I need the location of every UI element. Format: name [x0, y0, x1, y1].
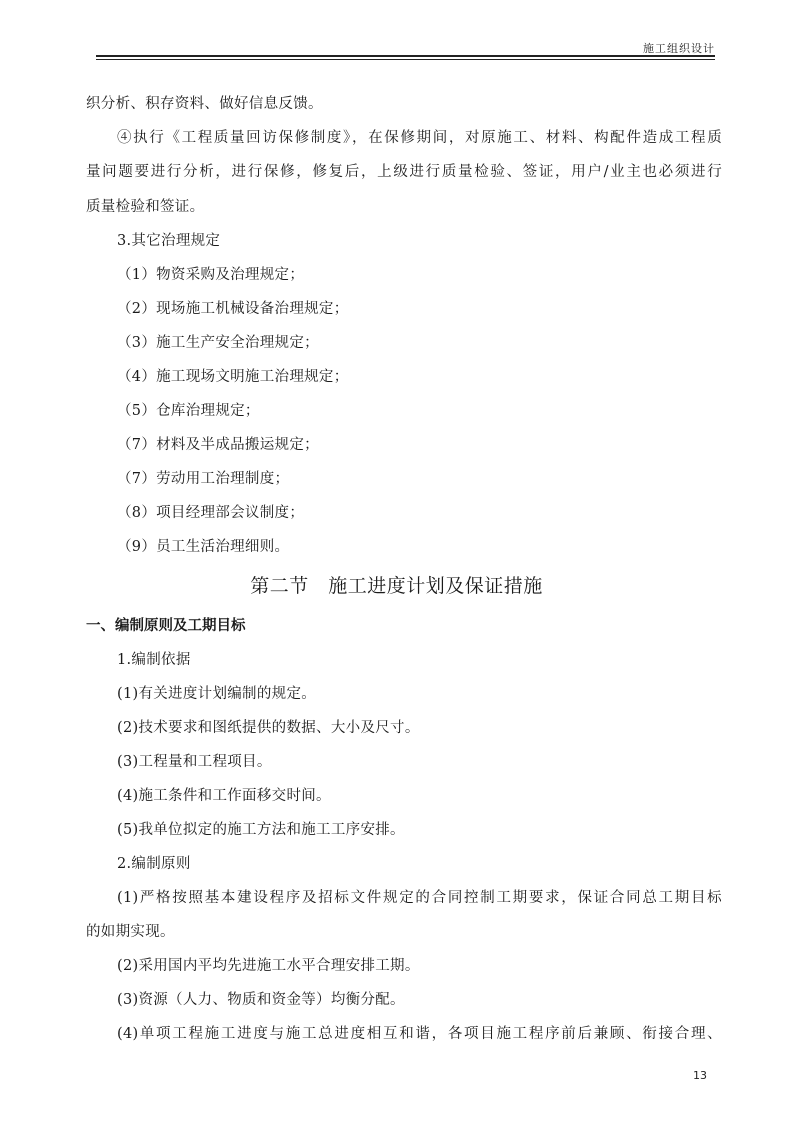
list-item: (2)采用国内平均先进施工水平合理安排工期。 [117, 958, 420, 974]
list-item: （3）施工生产安全治理规定； [117, 335, 319, 351]
list-item: (3)工程量和工程项目。 [117, 754, 272, 770]
list-item: (4)施工条件和工作面移交时间。 [117, 788, 331, 804]
page-number: 13 [693, 1069, 707, 1082]
section-heading: 一、编制原则及工期目标 [86, 618, 246, 634]
subsection-title: 3.其它治理规定 [117, 233, 221, 249]
running-header-title: 施工组织设计 [643, 42, 715, 55]
list-item: （5）仓库治理规定； [117, 403, 260, 419]
list-item: （7）材料及半成品搬运规定； [117, 437, 319, 453]
header-rule-thin [96, 59, 715, 60]
list-item: （1）物资采购及治理规定； [117, 267, 305, 283]
subsection-title: 2.编制原则 [117, 856, 191, 872]
list-item: （2）现场施工机械设备治理规定； [117, 301, 349, 317]
list-item: (3)资源（人力、物质和资金等）均衡分配。 [117, 992, 405, 1008]
paragraph-line: 织分析、积存资料、做好信息反馈。 [86, 96, 323, 112]
paragraph-line: (1)严格按照基本建设程序及招标文件规定的合同控制工期要求，保证合同总工期目标 [117, 890, 722, 906]
paragraph-line: ④执行《工程质量回访保修制度》，在保修期间，对原施工、材料、构配件造成工程质 [117, 130, 722, 146]
list-item: (2)技术要求和图纸提供的数据、大小及尺寸。 [117, 720, 420, 736]
list-item: (1)有关进度计划编制的规定。 [117, 686, 317, 702]
list-item: （4）施工现场文明施工治理规定； [117, 369, 349, 385]
list-item: （8）项目经理部会议制度； [117, 505, 305, 521]
list-item: （7）劳动用工治理制度； [117, 471, 290, 487]
paragraph-line: 的如期实现。 [86, 924, 175, 940]
list-item: (5)我单位拟定的施工方法和施工工序安排。 [117, 822, 405, 838]
list-item: （9）员工生活治理细则。 [117, 539, 290, 555]
paragraph-line: 量问题要进行分析，进行保修，修复后，上级进行质量检验、签证，用户/业主也必须进行 [86, 164, 722, 180]
subsection-title: 1.编制依据 [117, 652, 191, 668]
paragraph-line: (4)单项工程施工进度与施工总进度相互和谐，各项目施工程序前后兼顾、衔接合理、 [117, 1026, 722, 1042]
section-title: 第二节 施工进度计划及保证措施 [250, 575, 543, 597]
header-rule-thick [96, 55, 715, 57]
paragraph-line: 质量检验和签证。 [86, 199, 205, 215]
